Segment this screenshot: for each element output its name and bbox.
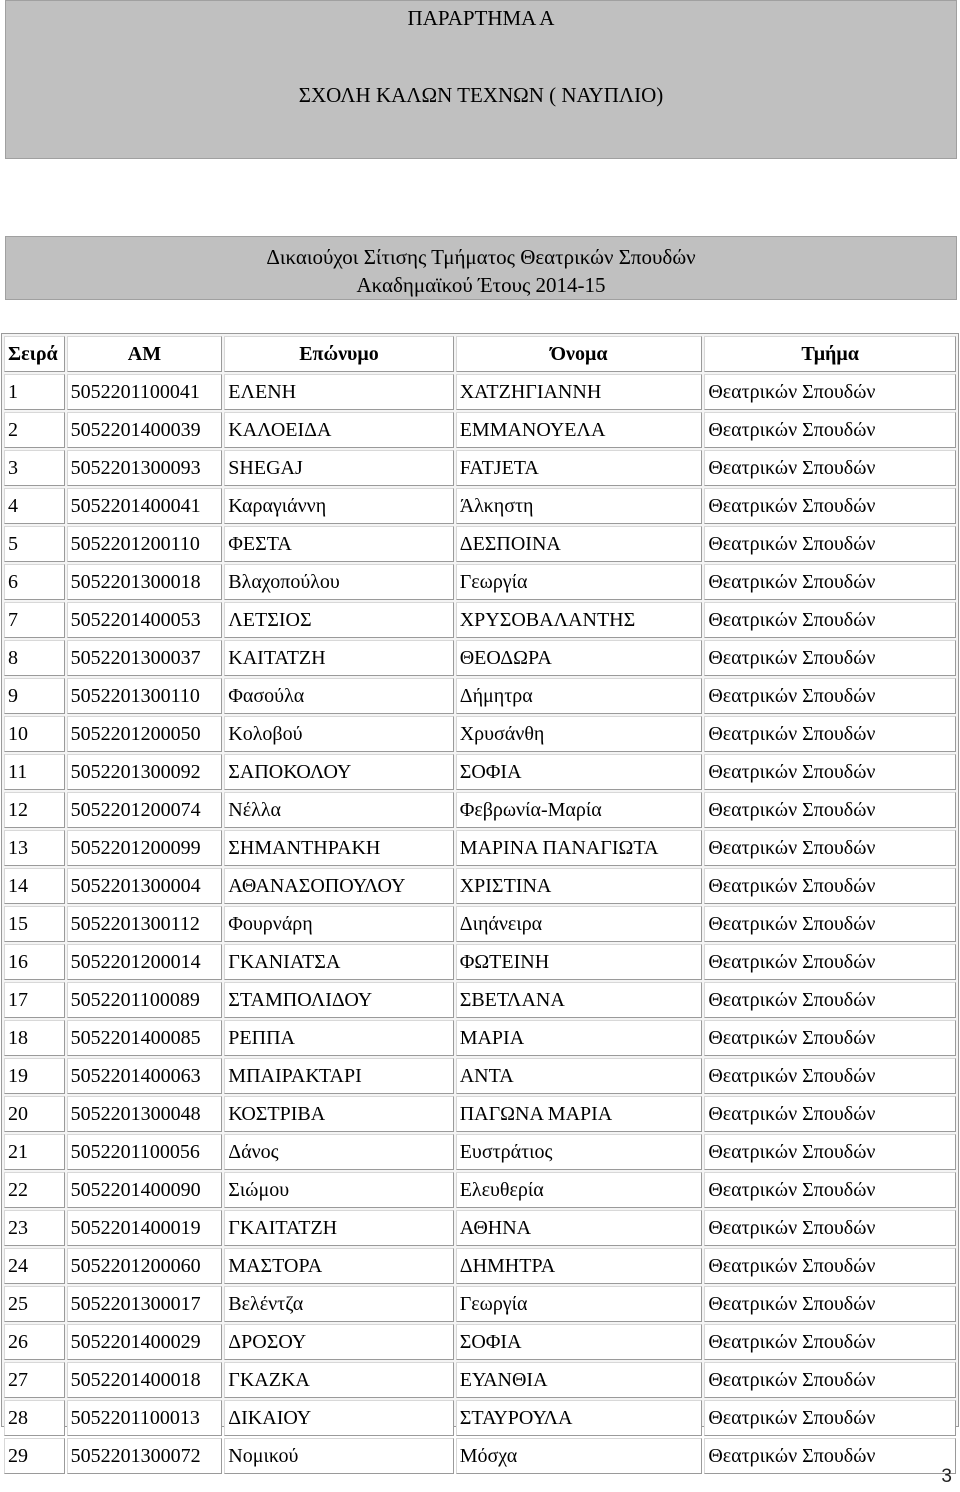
cell-first-name: Διηάνειρα [456,906,703,942]
cell-surname: ΕΛΕΝΗ [224,374,453,410]
cell-registration-number: 5052201300017 [67,1286,223,1322]
table-row [4,1400,956,1436]
table-row [4,640,956,676]
cell-department: Θεατρικών Σπουδών [704,640,956,676]
cell-surname: Φασούλα [224,678,453,714]
list-title: Δικαιούχοι Σίτισης Τμήματος Θεατρικών Σπουδών [266,245,696,269]
cell-first-name: ΑΘΗΝΑ [456,1210,703,1246]
cell-department: Θεατρικών Σπουδών [704,944,956,980]
cell-surname: ΜΠΑΙΡΑΚΤΑΡΙ [224,1058,453,1094]
cell-surname: ΣΗΜΑΝΤΗΡΑΚΗ [224,830,453,866]
table-row [4,906,956,942]
cell-surname: ΜΑΣΤΟΡΑ [224,1248,453,1284]
table-row [4,488,956,524]
cell-department: Θεατρικών Σπουδών [704,716,956,752]
cell-registration-number: 5052201200050 [67,716,223,752]
cell-department: Θεατρικών Σπουδών [704,374,956,410]
cell-order: 6 [4,564,65,600]
cell-department: Θεατρικών Σπουδών [704,1438,956,1474]
cell-surname: ΣΑΠΟΚΟΛΟΥ [224,754,453,790]
cell-department: Θεατρικών Σπουδών [704,868,956,904]
cell-department: Θεατρικών Σπουδών [704,526,956,562]
column-header-first-name: Όνομα [456,336,703,372]
cell-first-name: ΣΟΦΙΑ [456,1324,703,1360]
table-row [4,944,956,980]
table-row [4,792,956,828]
cell-order: 16 [4,944,65,980]
cell-department: Θεατρικών Σπουδών [704,678,956,714]
cell-department: Θεατρικών Σπουδών [704,488,956,524]
table-row [4,1324,956,1360]
cell-first-name: ΔΕΣΠΟΙΝΑ [456,526,703,562]
cell-surname: Δάνος [224,1134,453,1170]
table-row [4,450,956,486]
academic-year: Ακαδημαϊκού Έτους 2014-15 [356,273,606,297]
cell-surname: Σιώμου [224,1172,453,1208]
cell-first-name: ΕΜΜΑΝΟΥΕΛΑ [456,412,703,448]
cell-order: 3 [4,450,65,486]
header-box [5,0,957,159]
cell-first-name: ΣΒΕΤΛΑΝΑ [456,982,703,1018]
cell-registration-number: 5052201300112 [67,906,223,942]
cell-registration-number: 5052201100041 [67,374,223,410]
cell-order: 7 [4,602,65,638]
cell-order: 19 [4,1058,65,1094]
cell-surname: ΓΚΑΖΚΑ [224,1362,453,1398]
cell-first-name: Μόσχα [456,1438,703,1474]
cell-registration-number: 5052201400029 [67,1324,223,1360]
table-row [4,1058,956,1094]
roster-body [4,374,956,1474]
cell-surname: ΑΘΑΝΑΣΟΠΟΥΛΟΥ [224,868,453,904]
cell-first-name: ΑΝΤΑ [456,1058,703,1094]
cell-surname: ΚΟΣΤΡΙΒΑ [224,1096,453,1132]
cell-registration-number: 5052201400053 [67,602,223,638]
table-row [4,1020,956,1056]
cell-order: 11 [4,754,65,790]
cell-order: 22 [4,1172,65,1208]
cell-registration-number: 5052201200060 [67,1248,223,1284]
cell-first-name: ΣΟΦΙΑ [456,754,703,790]
roster-table-container [1,333,959,1467]
cell-first-name: ΧΡΥΣΟΒΑΛΑΝΤΗΣ [456,602,703,638]
table-row [4,412,956,448]
cell-department: Θεατρικών Σπουδών [704,830,956,866]
cell-registration-number: 5052201400063 [67,1058,223,1094]
cell-registration-number: 5052201400090 [67,1172,223,1208]
cell-department: Θεατρικών Σπουδών [704,412,956,448]
cell-surname: ΓΚΑΙΤΑΤΖΗ [224,1210,453,1246]
cell-order: 13 [4,830,65,866]
cell-department: Θεατρικών Σπουδών [704,1400,956,1436]
table-row [4,1438,956,1474]
table-row [4,830,956,866]
cell-department: Θεατρικών Σπουδών [704,1172,956,1208]
cell-order: 27 [4,1362,65,1398]
cell-order: 21 [4,1134,65,1170]
cell-registration-number: 5052201400018 [67,1362,223,1398]
cell-surname: Βλαχοπούλου [224,564,453,600]
cell-registration-number: 5052201300110 [67,678,223,714]
cell-registration-number: 5052201300048 [67,1096,223,1132]
table-row [4,602,956,638]
cell-order: 18 [4,1020,65,1056]
cell-order: 15 [4,906,65,942]
appendix-title: ΠΑΡΑΡΤΗΜΑ Α [407,6,555,30]
table-row [4,1286,956,1322]
table-row [4,982,956,1018]
cell-surname: Καραγιάννη [224,488,453,524]
cell-first-name: Ευστράτιος [456,1134,703,1170]
cell-first-name: ΧΡΙΣΤΙΝΑ [456,868,703,904]
cell-first-name: ΘΕΟΔΩΡΑ [456,640,703,676]
cell-surname: Φουρνάρη [224,906,453,942]
cell-department: Θεατρικών Σπουδών [704,1134,956,1170]
cell-order: 9 [4,678,65,714]
table-row [4,1096,956,1132]
cell-first-name: ΕΥΑΝΘΙΑ [456,1362,703,1398]
cell-first-name: FATJETA [456,450,703,486]
cell-registration-number: 5052201200014 [67,944,223,980]
cell-registration-number: 5052201300004 [67,868,223,904]
table-row [4,374,956,410]
cell-first-name: ΜΑΡΙΑ [456,1020,703,1056]
cell-order: 1 [4,374,65,410]
cell-department: Θεατρικών Σπουδών [704,602,956,638]
table-row [4,754,956,790]
school-title: ΣΧΟΛΗ ΚΑΛΩΝ ΤΕΧΝΩΝ ( ΝΑΥΠΛΙΟ) [298,83,664,107]
cell-surname: ΦΕΣΤΑ [224,526,453,562]
cell-registration-number: 5052201400085 [67,1020,223,1056]
table-row [4,526,956,562]
cell-registration-number: 5052201200110 [67,526,223,562]
cell-registration-number: 5052201300072 [67,1438,223,1474]
cell-surname: ΓΚΑΝΙΑΤΣΑ [224,944,453,980]
cell-registration-number: 5052201200074 [67,792,223,828]
cell-department: Θεατρικών Σπουδών [704,1286,956,1322]
cell-first-name: ΔΗΜΗΤΡΑ [456,1248,703,1284]
cell-first-name: Άλκηστη [456,488,703,524]
roster-table [2,334,958,1476]
cell-first-name: ΠΑΓΩΝΑ ΜΑΡΙΑ [456,1096,703,1132]
column-header-registration: ΑΜ [67,336,223,372]
page-number: 3 [941,1466,952,1487]
cell-surname: Κολοβού [224,716,453,752]
cell-first-name: ΜΑΡΙΝΑ ΠΑΝΑΓΙΩΤΑ [456,830,703,866]
cell-order: 12 [4,792,65,828]
cell-surname: Βελέντζα [224,1286,453,1322]
cell-department: Θεατρικών Σπουδών [704,1020,956,1056]
cell-surname: ΔΙΚΑΙΟΥ [224,1400,453,1436]
table-row [4,678,956,714]
table-header-row [4,336,956,372]
cell-order: 28 [4,1400,65,1436]
column-header-surname: Επώνυμο [224,336,453,372]
cell-first-name: Χρυσάνθη [456,716,703,752]
cell-order: 23 [4,1210,65,1246]
table-row [4,716,956,752]
cell-registration-number: 5052201300037 [67,640,223,676]
cell-order: 4 [4,488,65,524]
cell-department: Θεατρικών Σπουδών [704,906,956,942]
cell-order: 10 [4,716,65,752]
cell-surname: ΚΑΛΟΕΙΔΑ [224,412,453,448]
cell-first-name: Γεωργία [456,564,703,600]
cell-order: 2 [4,412,65,448]
cell-order: 5 [4,526,65,562]
subtitle-box [5,236,957,300]
cell-department: Θεατρικών Σπουδών [704,1096,956,1132]
cell-surname: Νέλλα [224,792,453,828]
cell-surname: ΣΤΑΜΠΟΛΙΔΟΥ [224,982,453,1018]
cell-order: 25 [4,1286,65,1322]
cell-first-name: ΦΩΤΕΙΝΗ [456,944,703,980]
cell-department: Θεατρικών Σπουδών [704,1248,956,1284]
cell-surname: ΡΕΠΠΑ [224,1020,453,1056]
cell-registration-number: 5052201400039 [67,412,223,448]
cell-registration-number: 5052201200099 [67,830,223,866]
cell-first-name: Φεβρωνία-Μαρία [456,792,703,828]
column-header-department: Τμήμα [704,336,956,372]
cell-registration-number: 5052201300093 [67,450,223,486]
cell-first-name: ΣΤΑΥΡΟΥΛΑ [456,1400,703,1436]
cell-surname: Νομικού [224,1438,453,1474]
cell-order: 24 [4,1248,65,1284]
table-row [4,1362,956,1398]
cell-surname: SHEGAJ [224,450,453,486]
cell-order: 29 [4,1438,65,1474]
cell-registration-number: 5052201100056 [67,1134,223,1170]
cell-department: Θεατρικών Σπουδών [704,1210,956,1246]
cell-order: 17 [4,982,65,1018]
cell-department: Θεατρικών Σπουδών [704,1324,956,1360]
cell-first-name: Δήμητρα [456,678,703,714]
cell-department: Θεατρικών Σπουδών [704,1362,956,1398]
cell-surname: ΛΕΤΣΙΟΣ [224,602,453,638]
cell-department: Θεατρικών Σπουδών [704,792,956,828]
cell-registration-number: 5052201400019 [67,1210,223,1246]
table-row [4,1210,956,1246]
cell-first-name: Ελευθερία [456,1172,703,1208]
cell-order: 20 [4,1096,65,1132]
cell-surname: ΚΑΙΤΑΤΖΗ [224,640,453,676]
cell-registration-number: 5052201100089 [67,982,223,1018]
column-header-order: Σειρά [4,336,65,372]
table-row [4,1134,956,1170]
table-row [4,1248,956,1284]
cell-first-name: ΧΑΤΖΗΓΙΑΝΝΗ [456,374,703,410]
cell-department: Θεατρικών Σπουδών [704,982,956,1018]
cell-department: Θεατρικών Σπουδών [704,450,956,486]
cell-department: Θεατρικών Σπουδών [704,1058,956,1094]
table-row [4,868,956,904]
cell-registration-number: 5052201100013 [67,1400,223,1436]
cell-registration-number: 5052201400041 [67,488,223,524]
cell-order: 8 [4,640,65,676]
cell-registration-number: 5052201300018 [67,564,223,600]
cell-department: Θεατρικών Σπουδών [704,564,956,600]
cell-surname: ΔΡΟΣΟΥ [224,1324,453,1360]
table-row [4,1172,956,1208]
cell-first-name: Γεωργία [456,1286,703,1322]
cell-department: Θεατρικών Σπουδών [704,754,956,790]
cell-registration-number: 5052201300092 [67,754,223,790]
cell-order: 26 [4,1324,65,1360]
table-row [4,564,956,600]
cell-order: 14 [4,868,65,904]
